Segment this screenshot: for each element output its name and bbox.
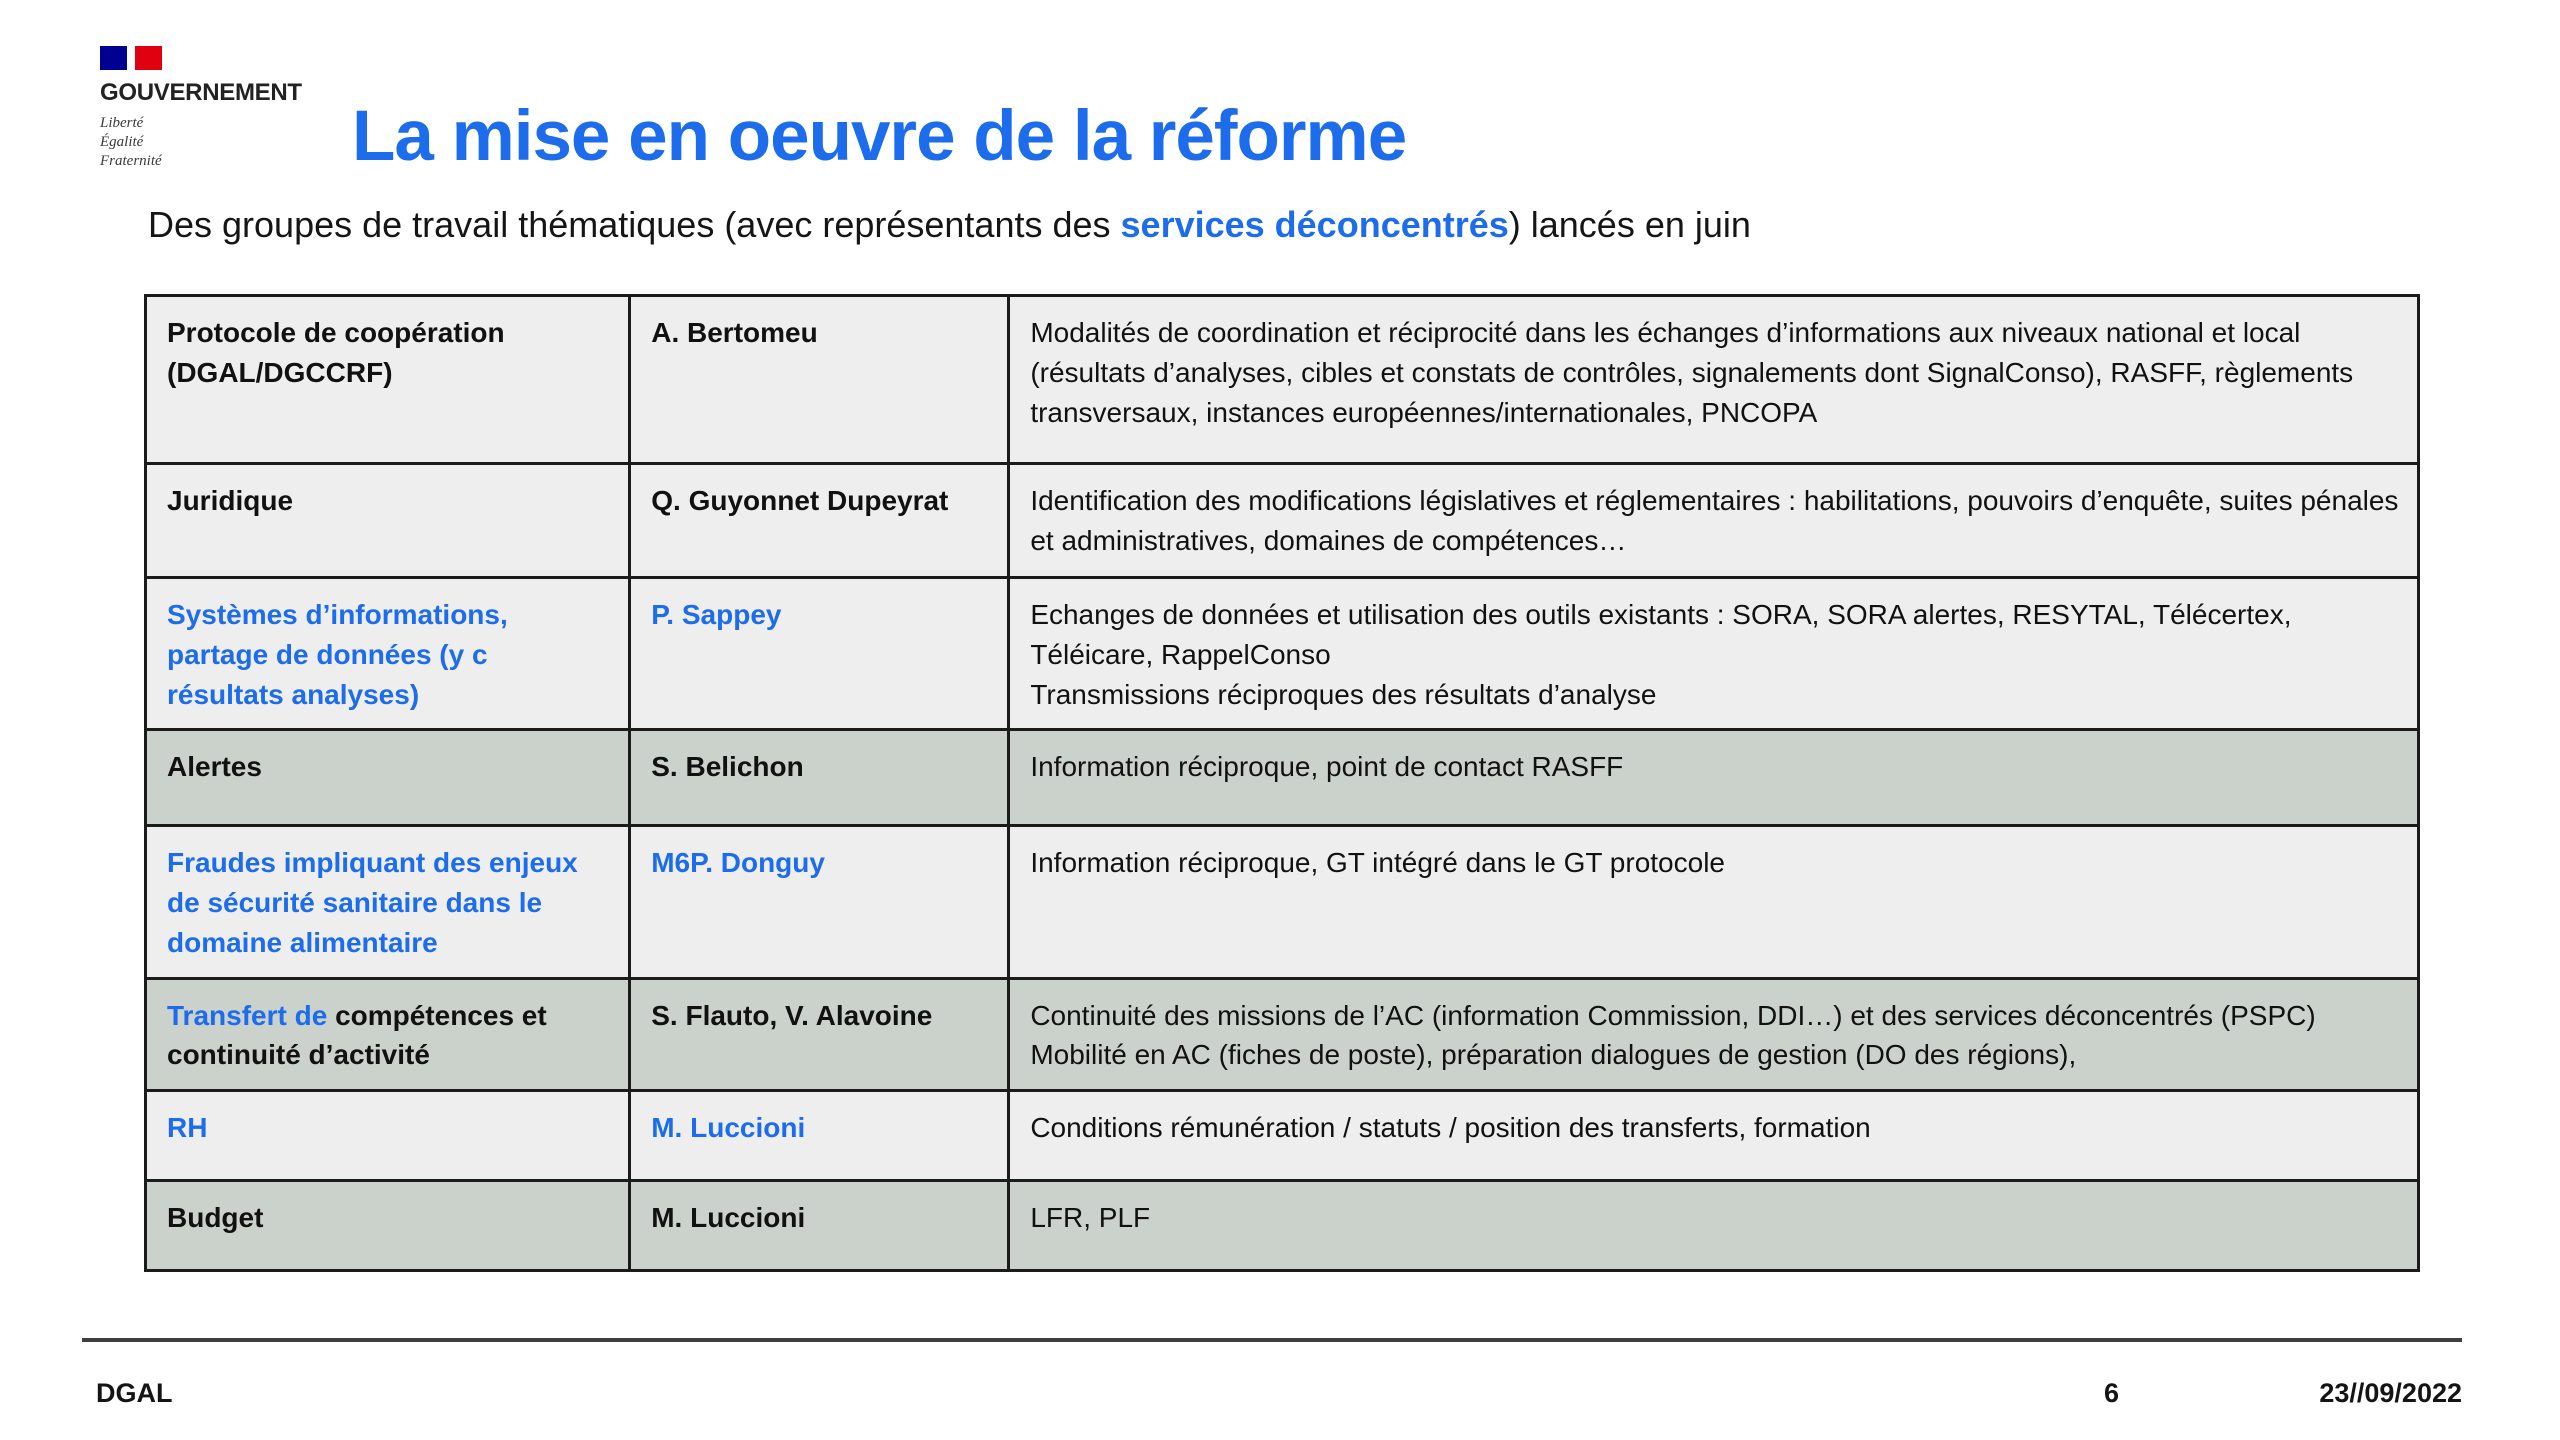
cell-text-segment: compétences et continuité d’activité (167, 999, 547, 1071)
cell-text-segment: Systèmes d’informations, partage de données (y c résultats analyses) (167, 599, 508, 710)
table-row (147, 977, 2417, 1090)
cell-text-segment: Budget (167, 1202, 264, 1233)
motto-line: Égalité (100, 133, 144, 150)
table-row (147, 576, 2417, 728)
table-cell-lead (628, 579, 1007, 728)
description-line: Transmissions réciproques des résultats d’analyse (1030, 678, 1657, 710)
motto-line: Liberté (100, 115, 144, 131)
description-line: Conditions rémunération / statuts / position des transferts, formation (1030, 1112, 1871, 1143)
description-line: Modalités de coordination et réciprocité dans les échanges d’informations aux niveaux national et local (résultats d’analyses, cibles et constats de contrôles, signalements dont SignalConso), RASFF, règlements transversaux, instances européennes/internationales, PNCOPA (1030, 317, 2354, 428)
table-cell-description (1007, 980, 2417, 1090)
cell-text-segment: Transfert de (167, 999, 336, 1031)
table-cell-lead (628, 465, 1007, 576)
table-cell-lead (628, 297, 1007, 462)
table-cell-description (1007, 1182, 2417, 1269)
cell-text-segment: M. Luccioni (651, 1112, 806, 1143)
table-cell-description (1007, 297, 2417, 462)
table-cell-topic (147, 297, 628, 462)
cell-text-segment: Juridique (167, 485, 294, 516)
cell-text-segment: Fraudes impliquant des enjeux de sécurité sanitaire dans le domaine alimentaire (167, 847, 578, 958)
cell-text-segment: Q. Guyonnet Dupeyrat (651, 485, 949, 516)
table-cell-topic (147, 827, 628, 976)
table-cell-topic (147, 579, 628, 728)
description-line: Echanges de données et utilisation des outils existants : SORA, SORA alertes, RESYTAL, Télécertex, Téléicare, RappelConso (1030, 599, 2292, 670)
footer-org: DGAL (96, 1378, 173, 1408)
footer-divider (82, 1338, 2462, 1342)
cell-text-segment: A. Bertomeu (651, 317, 818, 348)
table-row (147, 824, 2417, 976)
table-cell-description (1007, 465, 2417, 576)
cell-text-segment: Alertes (167, 751, 262, 783)
cell-text-segment: P. Sappey (651, 599, 782, 630)
description-line: Information réciproque, GT intégré dans le GT protocole (1030, 847, 1725, 879)
footer-page-number: 6 (2104, 1378, 2120, 1408)
motto-line: Fraternité (100, 152, 162, 169)
table-cell-description (1007, 579, 2417, 728)
table-cell-lead (628, 980, 1007, 1090)
cell-text-segment: S. Belichon (651, 751, 804, 783)
subtitle-prefix: Des groupes de travail thématiques (avec représentants des (148, 204, 1121, 245)
subtitle-highlight: services déconcentrés (1120, 204, 1509, 245)
description-line: LFR, PLF (1030, 1202, 1151, 1233)
footer-date: 23//09/2022 (2319, 1378, 2462, 1408)
table-cell-lead (628, 827, 1007, 976)
table-cell-topic (147, 1092, 628, 1179)
table-cell-topic (147, 465, 628, 576)
working-groups-table (144, 294, 2420, 1272)
subtitle-suffix: ) lancés en juin (1508, 204, 1751, 245)
table-cell-description (1007, 1092, 2417, 1179)
table-row (147, 728, 2417, 824)
logo-brand-text: GOUVERNEMENT (100, 79, 302, 106)
table-cell-topic (147, 980, 628, 1090)
cell-text-segment: Protocole de coopération (DGAL/DGCCRF) (167, 317, 505, 388)
table-row (147, 1179, 2417, 1269)
description-line: Continuité des missions de l’AC (information Commission, DDI…) et des services déconcentrés (PSPC) (1030, 999, 2316, 1031)
table-cell-lead (628, 731, 1007, 824)
cell-text-segment: S. Flauto, V. Alavoine (651, 999, 933, 1031)
table-row (147, 1089, 2417, 1179)
french-flag-icon (100, 46, 162, 70)
description-line: Identification des modifications législatives et réglementaires : habilitations, pouvoirs d’enquête, suites pénales et administratives, domaines de compétences… (1030, 485, 2399, 556)
table-cell-topic (147, 731, 628, 824)
table-cell-topic (147, 1182, 628, 1269)
page-title: La mise en oeuvre de la réforme (352, 97, 1407, 176)
table-cell-lead (628, 1092, 1007, 1179)
table-cell-description (1007, 731, 2417, 824)
description-line: Mobilité en AC (fiches de poste), préparation dialogues de gestion (DO des régions), (1030, 1039, 2077, 1071)
table-cell-description (1007, 827, 2417, 976)
cell-text-segment: M. Luccioni (651, 1202, 806, 1233)
table-row (147, 297, 2417, 462)
table-row (147, 462, 2417, 576)
subtitle (148, 204, 2348, 246)
description-line: Information réciproque, point de contact RASFF (1030, 751, 1624, 783)
cell-text-segment: RH (167, 1112, 208, 1143)
table-cell-lead (628, 1182, 1007, 1269)
cell-text-segment: M6P. Donguy (651, 847, 825, 879)
